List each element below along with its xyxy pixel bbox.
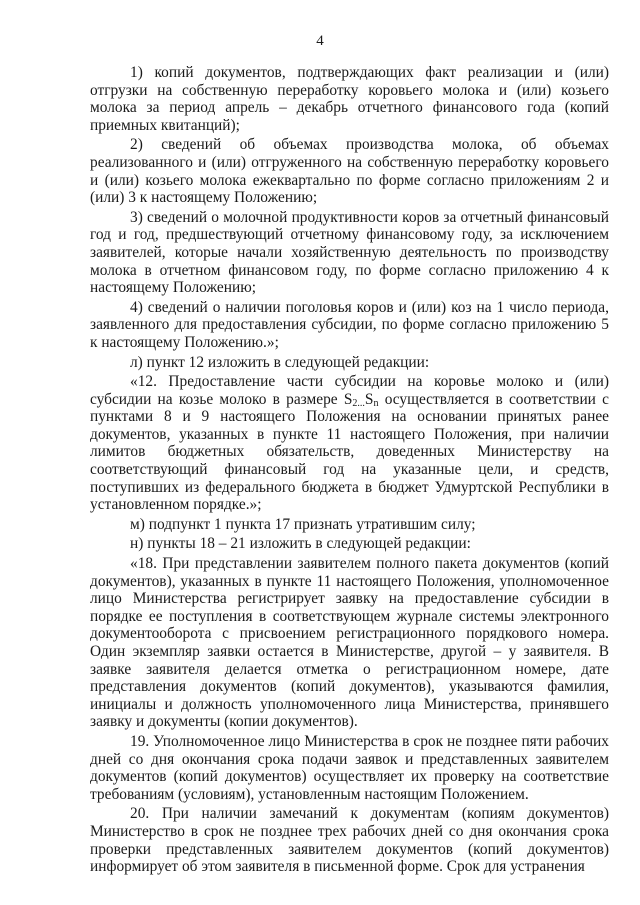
formula-symbol-s: S xyxy=(364,390,374,408)
point-12-text-after: осуществляется в соответствии с пунктами 8 и 9 настоящего Положения на основании принятых ранее документов, указанных в пункте 11 настоящего Положения, при наличии лимитов бюджетных обязательств, доведенных Министерству на соответствующий финансовый год на указанные цели, и средств, поступивших из федерального бюджета в бюджет Удмуртской Республики в установленном порядке.»; xyxy=(90,390,609,514)
paragraph-item-3: 3) сведений о молочной продуктивности коров за отчетный финансовый год и год, предшествующий отчетному финансовому году, за исключением заявителей, которые начали хозяйственную деятельность по производству молока в отчетном финансовом году, по форме согласно приложению 4 к настоящему Положению; xyxy=(90,208,609,297)
paragraph-subitem-n: н) пункты 18 – 21 изложить в следующей редакции: xyxy=(130,535,471,553)
paragraph-subitem-l: л) пункт 12 изложить в следующей редакции: xyxy=(130,353,430,371)
paragraph-item-2: 2) сведений об объемах производства молока, об объемах реализованного и (или) отгруженного на собственную переработку коровьего и (или) козьего молока ежеквартально по форме согласно приложениям 2 и (или) 3 к настоящему Положению; xyxy=(90,136,609,207)
paragraph-point-12 xyxy=(90,373,609,514)
paragraph-point-20: 20. При наличии замечаний к документам (копиям документов) Министерство в срок не позднее трех рабочих дней со дня окончания срока проверки представленных заявителем документов (копий документов) информирует об этом заявителя в письменной форме. Срок для устранения xyxy=(90,805,609,876)
paragraph-subitem-m: м) подпункт 1 пункта 17 признать утратившим силу; xyxy=(130,515,476,533)
page-number: 4 xyxy=(316,33,324,49)
paragraph-point-18: «18. При представлении заявителем полного пакета документов (копий документов), указанных в пункте 11 настоящего Положения, уполномоченное лицо Министерства регистрирует заявку на предоставление субсидии в порядке ее поступления в соответствующем журнале системы электронного документооборота с присвоением регистрационного порядкового номера. Один экземпляр заявки остается в Министерстве, другой – у заявителя. В заявке заявителя делается отметка о регистрационном номере, дате представления документов (копий документов), указываются фамилия, инициалы и должность уполномоченного лица Министерства, принявшего заявку и документы (копии документов). xyxy=(90,555,609,731)
point-12-text-before: «12. Предоставление части субсидии на коровье молоко и (или) субсидии на козье молоко в размере S xyxy=(90,373,609,408)
document-body xyxy=(90,64,609,878)
paragraph-item-1: 1) копий документов, подтверждающих факт реализации и (или) отгрузки на собственную переработку коровьего молока и (или) козьего молока за период апрель – декабрь отчетного финансового года (копий приемных квитанций); xyxy=(90,64,609,134)
paragraph-item-4: 4) сведений о наличии поголовья коров и (или) коз на 1 число периода, заявленного для предоставления субсидии, по форме согласно приложению 5 к настоящему Положению.»; xyxy=(90,298,609,351)
paragraph-point-19: 19. Уполномоченное лицо Министерства в срок не позднее пяти рабочих дней со дня окончания срока подачи заявок и представленных заявителем документов (копий документов) осуществляет их проверку на соответствие требованиям (условиям), установленным настоящим Положением. xyxy=(90,732,609,803)
subscript-n: n xyxy=(373,397,379,409)
subscript-range-start: 2... xyxy=(352,397,365,409)
